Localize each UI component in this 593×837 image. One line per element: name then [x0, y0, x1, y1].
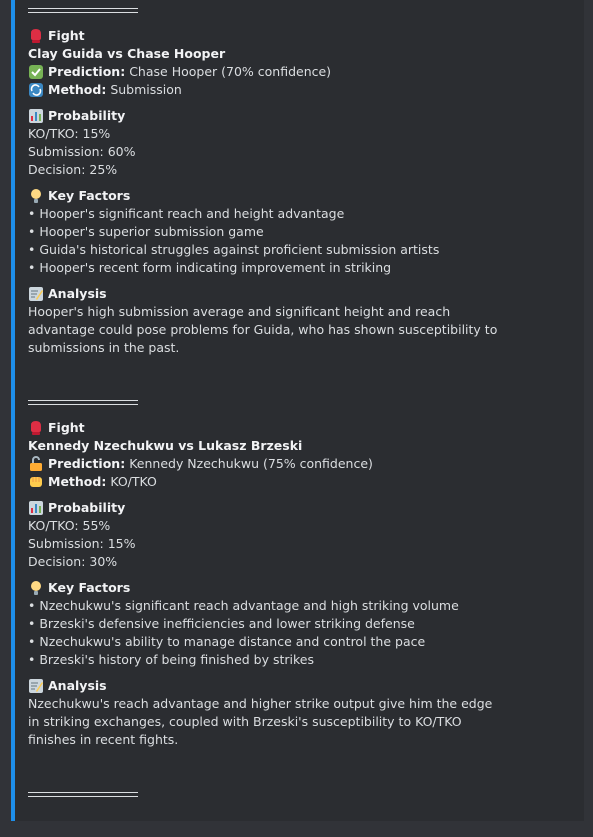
- method-line: [28, 81, 528, 99]
- embed-accent-bar: [11, 0, 15, 821]
- key-factors-label: Key Factors: [48, 188, 131, 203]
- prediction-value: Chase Hooper (70% confidence): [129, 64, 332, 79]
- prediction-value: Kennedy Nzechukwu (75% confidence): [129, 456, 373, 471]
- prediction-label: Prediction:: [48, 64, 126, 79]
- unlocked-lock-icon: [28, 456, 44, 472]
- boxing-glove-icon: [28, 28, 44, 44]
- fight-card: [28, 27, 528, 357]
- fight-header: [28, 27, 528, 45]
- check-mark-icon: [28, 64, 44, 80]
- key-factor-item: • Hooper's superior submission game: [28, 224, 264, 239]
- key-factors-header: [28, 579, 528, 597]
- prediction-line: [28, 63, 528, 81]
- repeat-icon: [28, 82, 44, 98]
- prediction-label: Prediction:: [48, 456, 126, 471]
- boxing-glove-icon: [28, 420, 44, 436]
- analysis-text: Hooper's high submission average and significant height and reach advantage could pose problems for Guida, who has shown susceptibility to submissions in the past.: [28, 304, 498, 355]
- embed-message: [11, 0, 584, 821]
- fight-title: Kennedy Nzechukwu vs Lukasz Brzeski: [28, 438, 303, 453]
- divider: [28, 8, 138, 13]
- analysis-header: [28, 285, 528, 303]
- key-factor-item: • Nzechukwu's ability to manage distance and control the pace: [28, 634, 426, 649]
- method-value: Submission: [110, 82, 182, 97]
- analysis-header: [28, 677, 528, 695]
- analysis-label: Analysis: [48, 678, 107, 693]
- probability-ko: KO/TKO: 15%: [28, 126, 111, 141]
- memo-icon: [28, 286, 44, 302]
- probability-submission: Submission: 15%: [28, 536, 136, 551]
- key-factor-item: • Hooper's recent form indicating improvement in striking: [28, 260, 392, 275]
- key-factor-item: • Guida's historical struggles against proficient submission artists: [28, 242, 440, 257]
- bar-chart-icon: [28, 500, 44, 516]
- key-factor-item: • Brzeski's defensive inefficiencies and lower striking defense: [28, 616, 415, 631]
- bar-chart-icon: [28, 108, 44, 124]
- key-factor-item: • Brzeski's history of being finished by strikes: [28, 652, 315, 667]
- fight-title: Clay Guida vs Chase Hooper: [28, 46, 226, 61]
- light-bulb-icon: [28, 580, 44, 596]
- probability-header: [28, 499, 528, 517]
- light-bulb-icon: [28, 188, 44, 204]
- probability-header: [28, 107, 528, 125]
- key-factor-item: • Nzechukwu's significant reach advantage and high striking volume: [28, 598, 459, 613]
- fist-icon: [28, 474, 44, 490]
- method-label: Method:: [48, 474, 107, 489]
- probability-submission: Submission: 60%: [28, 144, 136, 159]
- analysis-text: Nzechukwu's reach advantage and higher strike output give him the edge in striking exchanges, coupled with Brzeski's susceptibility to KO/TKO finishes in recent fights.: [28, 696, 493, 747]
- fight-label: Fight: [48, 28, 85, 43]
- divider: [28, 792, 138, 797]
- probability-decision: Decision: 25%: [28, 162, 118, 177]
- key-factor-item: • Hooper's significant reach and height advantage: [28, 206, 345, 221]
- probability-decision: Decision: 30%: [28, 554, 118, 569]
- prediction-line: [28, 455, 528, 473]
- method-value: KO/TKO: [110, 474, 157, 489]
- fight-card: [28, 419, 528, 749]
- method-label: Method:: [48, 82, 107, 97]
- key-factors-header: [28, 187, 528, 205]
- probability-label: Probability: [48, 500, 126, 515]
- fight-header: [28, 419, 528, 437]
- key-factors-label: Key Factors: [48, 580, 131, 595]
- divider: [28, 400, 138, 405]
- fight-label: Fight: [48, 420, 85, 435]
- probability-ko: KO/TKO: 55%: [28, 518, 111, 533]
- analysis-label: Analysis: [48, 286, 107, 301]
- memo-icon: [28, 678, 44, 694]
- method-line: [28, 473, 528, 491]
- probability-label: Probability: [48, 108, 126, 123]
